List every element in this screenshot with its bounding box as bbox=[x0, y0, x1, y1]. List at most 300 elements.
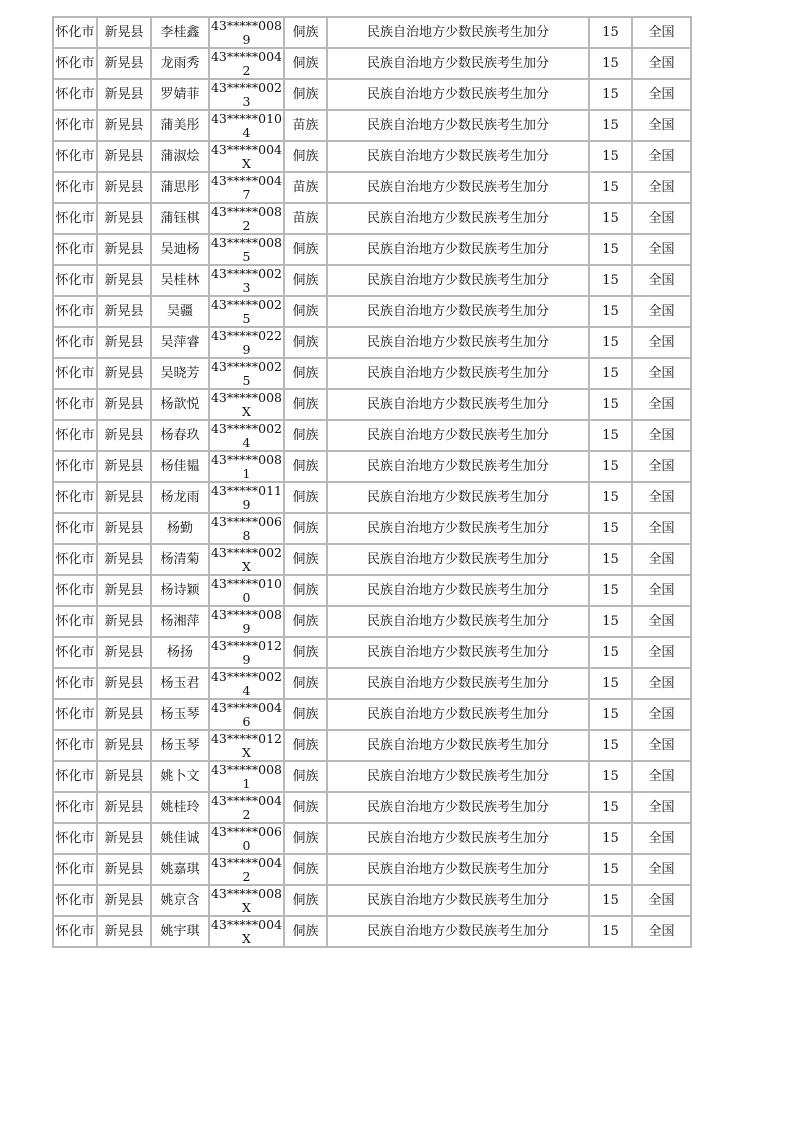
scope-text: 全国 bbox=[648, 56, 675, 71]
bonus-item-text: 民族自治地方少数民族考生加分 bbox=[366, 676, 549, 691]
id-prefix: 43*****002 bbox=[210, 544, 282, 560]
ethnicity-cell bbox=[284, 637, 327, 668]
table-body bbox=[53, 17, 691, 947]
city-text: 怀化市 bbox=[55, 892, 95, 908]
name-cell bbox=[151, 203, 209, 234]
id-prefix: 43*****010 bbox=[210, 110, 282, 126]
county-text: 新晃县 bbox=[104, 676, 144, 691]
name-cell bbox=[151, 296, 209, 327]
id-suffix: 9 bbox=[242, 651, 251, 667]
scope-cell bbox=[632, 761, 691, 792]
scope-text: 全国 bbox=[648, 149, 675, 164]
id-cell bbox=[209, 296, 284, 327]
id-suffix: 5 bbox=[242, 372, 251, 388]
name-text: 李桂鑫 bbox=[160, 25, 200, 40]
county-text: 新晃县 bbox=[104, 645, 144, 660]
scope-cell bbox=[632, 823, 691, 854]
name-cell bbox=[151, 699, 209, 730]
name-text: 吴萍睿 bbox=[160, 335, 200, 350]
id-cell bbox=[209, 544, 284, 575]
city-text: 怀化市 bbox=[55, 644, 95, 660]
points-cell bbox=[589, 172, 632, 203]
points-cell bbox=[589, 482, 632, 513]
id-cell bbox=[209, 110, 284, 141]
bonus-item-text: 民族自治地方少数民族考生加分 bbox=[366, 552, 549, 567]
county-cell bbox=[97, 296, 151, 327]
bonus-item-cell bbox=[327, 668, 589, 699]
bonus-item-cell bbox=[327, 389, 589, 420]
county-cell bbox=[97, 17, 151, 48]
id-prefix: 43*****004 bbox=[210, 792, 282, 808]
city-cell bbox=[53, 854, 97, 885]
id-cell bbox=[209, 885, 284, 916]
county-cell bbox=[97, 792, 151, 823]
name-text: 杨诗颖 bbox=[160, 583, 200, 598]
name-text: 蒲美彤 bbox=[160, 118, 200, 133]
name-cell bbox=[151, 48, 209, 79]
points-text: 15 bbox=[602, 87, 619, 102]
points-cell bbox=[589, 265, 632, 296]
points-text: 15 bbox=[602, 831, 619, 846]
scope-cell bbox=[632, 854, 691, 885]
id-cell bbox=[209, 451, 284, 482]
scope-text: 全国 bbox=[648, 769, 675, 784]
ethnicity-text: 侗族 bbox=[292, 521, 319, 536]
points-text: 15 bbox=[602, 738, 619, 753]
id-cell bbox=[209, 203, 284, 234]
city-text: 怀化市 bbox=[55, 55, 95, 71]
points-cell bbox=[589, 110, 632, 141]
bonus-item-cell bbox=[327, 792, 589, 823]
name-cell bbox=[151, 575, 209, 606]
city-cell bbox=[53, 265, 97, 296]
table-row bbox=[53, 916, 691, 947]
name-cell bbox=[151, 885, 209, 916]
id-cell bbox=[209, 637, 284, 668]
city-text: 怀化市 bbox=[55, 86, 95, 102]
city-cell bbox=[53, 823, 97, 854]
id-suffix: 9 bbox=[242, 31, 251, 47]
id-suffix: 7 bbox=[242, 186, 251, 202]
bonus-item-cell bbox=[327, 885, 589, 916]
bonus-item-cell bbox=[327, 296, 589, 327]
scope-cell bbox=[632, 575, 691, 606]
name-cell bbox=[151, 110, 209, 141]
points-cell bbox=[589, 141, 632, 172]
table-row bbox=[53, 110, 691, 141]
bonus-item-cell bbox=[327, 761, 589, 792]
id-suffix: 2 bbox=[242, 62, 251, 78]
name-text: 杨玉君 bbox=[160, 676, 200, 691]
id-prefix: 43*****010 bbox=[210, 575, 282, 591]
bonus-item-cell bbox=[327, 172, 589, 203]
name-cell bbox=[151, 358, 209, 389]
scope-text: 全国 bbox=[648, 490, 675, 505]
ethnicity-cell bbox=[284, 575, 327, 606]
bonus-item-text: 民族自治地方少数民族考生加分 bbox=[366, 769, 549, 784]
bonus-points-table bbox=[52, 16, 692, 948]
ethnicity-text: 侗族 bbox=[292, 459, 319, 474]
ethnicity-text: 侗族 bbox=[292, 56, 319, 71]
bonus-item-cell bbox=[327, 420, 589, 451]
county-text: 新晃县 bbox=[104, 552, 144, 567]
points-cell bbox=[589, 358, 632, 389]
ethnicity-text: 侗族 bbox=[292, 707, 319, 722]
ethnicity-text: 侗族 bbox=[292, 862, 319, 877]
id-cell bbox=[209, 172, 284, 203]
id-prefix: 43*****008 bbox=[210, 389, 282, 405]
points-cell bbox=[589, 203, 632, 234]
ethnicity-cell bbox=[284, 885, 327, 916]
scope-text: 全国 bbox=[648, 707, 675, 722]
table-row bbox=[53, 513, 691, 544]
city-text: 怀化市 bbox=[55, 241, 95, 257]
points-text: 15 bbox=[602, 25, 619, 40]
table-row bbox=[53, 637, 691, 668]
scope-text: 全国 bbox=[648, 87, 675, 102]
id-prefix: 43*****004 bbox=[210, 916, 282, 932]
ethnicity-cell bbox=[284, 730, 327, 761]
city-cell bbox=[53, 48, 97, 79]
name-cell bbox=[151, 730, 209, 761]
ethnicity-text: 侗族 bbox=[292, 149, 319, 164]
ethnicity-cell bbox=[284, 761, 327, 792]
ethnicity-text: 侗族 bbox=[292, 242, 319, 257]
name-text: 姚佳诚 bbox=[160, 831, 200, 846]
table-row bbox=[53, 823, 691, 854]
county-cell bbox=[97, 823, 151, 854]
id-prefix: 43*****008 bbox=[210, 451, 282, 467]
name-text: 吴晓芳 bbox=[160, 366, 200, 381]
county-cell bbox=[97, 513, 151, 544]
ethnicity-cell bbox=[284, 544, 327, 575]
id-suffix: 6 bbox=[242, 713, 251, 729]
scope-cell bbox=[632, 637, 691, 668]
table-row bbox=[53, 141, 691, 172]
city-text: 怀化市 bbox=[55, 458, 95, 474]
bonus-item-cell bbox=[327, 513, 589, 544]
county-text: 新晃县 bbox=[104, 242, 144, 257]
scope-cell bbox=[632, 141, 691, 172]
county-text: 新晃县 bbox=[104, 25, 144, 40]
scope-text: 全国 bbox=[648, 614, 675, 629]
bonus-item-text: 民族自治地方少数民族考生加分 bbox=[366, 614, 549, 629]
name-text: 姚卜文 bbox=[160, 769, 200, 784]
county-text: 新晃县 bbox=[104, 304, 144, 319]
county-cell bbox=[97, 234, 151, 265]
name-text: 杨湘萍 bbox=[160, 614, 200, 629]
ethnicity-cell bbox=[284, 916, 327, 947]
name-text: 姚桂玲 bbox=[160, 800, 200, 815]
county-text: 新晃县 bbox=[104, 459, 144, 474]
id-suffix: 5 bbox=[242, 310, 251, 326]
points-text: 15 bbox=[602, 800, 619, 815]
table-row bbox=[53, 203, 691, 234]
county-cell bbox=[97, 79, 151, 110]
ethnicity-text: 侗族 bbox=[292, 428, 319, 443]
id-cell bbox=[209, 79, 284, 110]
scope-text: 全国 bbox=[648, 397, 675, 412]
city-text: 怀化市 bbox=[55, 675, 95, 691]
ethnicity-cell bbox=[284, 668, 327, 699]
id-suffix: 0 bbox=[242, 589, 251, 605]
points-cell bbox=[589, 389, 632, 420]
bonus-item-text: 民族自治地方少数民族考生加分 bbox=[366, 25, 549, 40]
points-text: 15 bbox=[602, 893, 619, 908]
scope-text: 全国 bbox=[648, 583, 675, 598]
county-text: 新晃县 bbox=[104, 924, 144, 939]
bonus-item-cell bbox=[327, 730, 589, 761]
ethnicity-cell bbox=[284, 389, 327, 420]
bonus-item-cell bbox=[327, 637, 589, 668]
name-text: 杨清菊 bbox=[160, 552, 200, 567]
scope-text: 全国 bbox=[648, 552, 675, 567]
city-text: 怀化市 bbox=[55, 923, 95, 939]
points-text: 15 bbox=[602, 521, 619, 536]
points-text: 15 bbox=[602, 242, 619, 257]
table-row bbox=[53, 48, 691, 79]
county-cell bbox=[97, 389, 151, 420]
name-cell bbox=[151, 327, 209, 358]
points-text: 15 bbox=[602, 490, 619, 505]
city-cell bbox=[53, 234, 97, 265]
name-text: 姚京含 bbox=[160, 893, 200, 908]
city-cell bbox=[53, 668, 97, 699]
id-cell bbox=[209, 792, 284, 823]
id-suffix: 1 bbox=[242, 465, 251, 481]
points-text: 15 bbox=[602, 397, 619, 412]
scope-cell bbox=[632, 48, 691, 79]
name-cell bbox=[151, 668, 209, 699]
name-cell bbox=[151, 389, 209, 420]
points-cell bbox=[589, 761, 632, 792]
city-text: 怀化市 bbox=[55, 551, 95, 567]
city-text: 怀化市 bbox=[55, 396, 95, 412]
city-cell bbox=[53, 482, 97, 513]
city-cell bbox=[53, 389, 97, 420]
id-cell bbox=[209, 17, 284, 48]
id-prefix: 43*****012 bbox=[210, 730, 282, 746]
city-cell bbox=[53, 513, 97, 544]
points-cell bbox=[589, 575, 632, 606]
points-cell bbox=[589, 668, 632, 699]
id-cell bbox=[209, 234, 284, 265]
bonus-item-text: 民族自治地方少数民族考生加分 bbox=[366, 862, 549, 877]
table-row bbox=[53, 482, 691, 513]
scope-text: 全国 bbox=[648, 862, 675, 877]
table-row bbox=[53, 730, 691, 761]
ethnicity-text: 侗族 bbox=[292, 25, 319, 40]
scope-text: 全国 bbox=[648, 645, 675, 660]
scope-cell bbox=[632, 296, 691, 327]
city-cell bbox=[53, 172, 97, 203]
ethnicity-cell bbox=[284, 823, 327, 854]
scope-text: 全国 bbox=[648, 118, 675, 133]
city-cell bbox=[53, 606, 97, 637]
ethnicity-cell bbox=[284, 172, 327, 203]
points-cell bbox=[589, 854, 632, 885]
city-cell bbox=[53, 327, 97, 358]
id-prefix: 43*****006 bbox=[210, 823, 282, 839]
ethnicity-text: 侗族 bbox=[292, 273, 319, 288]
city-text: 怀化市 bbox=[55, 24, 95, 40]
county-cell bbox=[97, 761, 151, 792]
table-row bbox=[53, 79, 691, 110]
id-suffix: X bbox=[242, 744, 251, 760]
county-cell bbox=[97, 916, 151, 947]
county-text: 新晃县 bbox=[104, 56, 144, 71]
table-row bbox=[53, 575, 691, 606]
id-cell bbox=[209, 265, 284, 296]
name-cell bbox=[151, 823, 209, 854]
id-cell bbox=[209, 420, 284, 451]
city-cell bbox=[53, 420, 97, 451]
id-suffix: X bbox=[242, 899, 251, 915]
scope-cell bbox=[632, 482, 691, 513]
ethnicity-cell bbox=[284, 141, 327, 172]
id-prefix: 43*****004 bbox=[210, 699, 282, 715]
bonus-item-text: 民族自治地方少数民族考生加分 bbox=[366, 924, 549, 939]
county-cell bbox=[97, 854, 151, 885]
name-text: 蒲钰棋 bbox=[160, 211, 200, 226]
table-row bbox=[53, 451, 691, 482]
name-text: 杨春玖 bbox=[160, 428, 200, 443]
id-cell bbox=[209, 761, 284, 792]
id-prefix: 43*****008 bbox=[210, 203, 282, 219]
id-prefix: 43*****002 bbox=[210, 668, 282, 684]
county-cell bbox=[97, 637, 151, 668]
city-cell bbox=[53, 699, 97, 730]
name-text: 姚宇琪 bbox=[160, 924, 200, 939]
scope-text: 全国 bbox=[648, 459, 675, 474]
points-cell bbox=[589, 513, 632, 544]
name-text: 杨歆悦 bbox=[160, 397, 200, 412]
id-prefix: 43*****002 bbox=[210, 265, 282, 281]
name-cell bbox=[151, 513, 209, 544]
county-cell bbox=[97, 203, 151, 234]
points-cell bbox=[589, 234, 632, 265]
scope-text: 全国 bbox=[648, 738, 675, 753]
table-row bbox=[53, 234, 691, 265]
id-prefix: 43*****008 bbox=[210, 606, 282, 622]
points-text: 15 bbox=[602, 304, 619, 319]
county-text: 新晃县 bbox=[104, 149, 144, 164]
county-text: 新晃县 bbox=[104, 273, 144, 288]
city-cell bbox=[53, 141, 97, 172]
ethnicity-text: 侗族 bbox=[292, 676, 319, 691]
ethnicity-cell bbox=[284, 327, 327, 358]
city-cell bbox=[53, 575, 97, 606]
scope-cell bbox=[632, 79, 691, 110]
ethnicity-text: 苗族 bbox=[292, 211, 319, 226]
city-cell bbox=[53, 110, 97, 141]
county-cell bbox=[97, 544, 151, 575]
id-suffix: 3 bbox=[242, 279, 251, 295]
points-text: 15 bbox=[602, 614, 619, 629]
scope-cell bbox=[632, 668, 691, 699]
county-cell bbox=[97, 575, 151, 606]
county-text: 新晃县 bbox=[104, 87, 144, 102]
city-cell bbox=[53, 451, 97, 482]
points-text: 15 bbox=[602, 180, 619, 195]
id-prefix: 43*****022 bbox=[210, 327, 282, 343]
id-prefix: 43*****006 bbox=[210, 513, 282, 529]
city-cell bbox=[53, 730, 97, 761]
ethnicity-text: 侗族 bbox=[292, 397, 319, 412]
points-cell bbox=[589, 544, 632, 575]
city-text: 怀化市 bbox=[55, 365, 95, 381]
id-cell bbox=[209, 575, 284, 606]
county-cell bbox=[97, 730, 151, 761]
bonus-item-cell bbox=[327, 141, 589, 172]
id-suffix: 0 bbox=[242, 837, 251, 853]
points-text: 15 bbox=[602, 273, 619, 288]
points-text: 15 bbox=[602, 924, 619, 939]
county-cell bbox=[97, 48, 151, 79]
points-text: 15 bbox=[602, 769, 619, 784]
id-suffix: 2 bbox=[242, 217, 251, 233]
scope-text: 全国 bbox=[648, 893, 675, 908]
ethnicity-text: 侗族 bbox=[292, 335, 319, 350]
scope-cell bbox=[632, 265, 691, 296]
county-cell bbox=[97, 885, 151, 916]
bonus-item-text: 民族自治地方少数民族考生加分 bbox=[366, 645, 549, 660]
bonus-item-cell bbox=[327, 482, 589, 513]
id-suffix: 4 bbox=[242, 434, 251, 450]
name-cell bbox=[151, 420, 209, 451]
points-text: 15 bbox=[602, 118, 619, 133]
city-text: 怀化市 bbox=[55, 861, 95, 877]
id-suffix: 9 bbox=[242, 341, 251, 357]
points-text: 15 bbox=[602, 645, 619, 660]
id-prefix: 43*****002 bbox=[210, 79, 282, 95]
county-cell bbox=[97, 451, 151, 482]
name-text: 蒲淑烩 bbox=[160, 149, 200, 164]
city-text: 怀化市 bbox=[55, 334, 95, 350]
id-prefix: 43*****004 bbox=[210, 48, 282, 64]
county-cell bbox=[97, 420, 151, 451]
id-prefix: 43*****004 bbox=[210, 854, 282, 870]
points-cell bbox=[589, 17, 632, 48]
scope-text: 全国 bbox=[648, 273, 675, 288]
ethnicity-text: 侗族 bbox=[292, 583, 319, 598]
bonus-item-cell bbox=[327, 358, 589, 389]
ethnicity-text: 侗族 bbox=[292, 366, 319, 381]
id-prefix: 43*****012 bbox=[210, 637, 282, 653]
id-cell bbox=[209, 141, 284, 172]
scope-cell bbox=[632, 203, 691, 234]
city-text: 怀化市 bbox=[55, 148, 95, 164]
bonus-item-text: 民族自治地方少数民族考生加分 bbox=[366, 800, 549, 815]
table-row bbox=[53, 606, 691, 637]
scope-text: 全国 bbox=[648, 366, 675, 381]
id-cell bbox=[209, 389, 284, 420]
county-text: 新晃县 bbox=[104, 521, 144, 536]
id-prefix: 43*****011 bbox=[210, 482, 282, 498]
name-cell bbox=[151, 916, 209, 947]
id-cell bbox=[209, 854, 284, 885]
name-text: 杨龙雨 bbox=[160, 490, 200, 505]
id-suffix: 3 bbox=[242, 93, 251, 109]
county-text: 新晃县 bbox=[104, 397, 144, 412]
scope-cell bbox=[632, 17, 691, 48]
county-text: 新晃县 bbox=[104, 118, 144, 133]
points-cell bbox=[589, 637, 632, 668]
name-cell bbox=[151, 761, 209, 792]
id-cell bbox=[209, 482, 284, 513]
city-text: 怀化市 bbox=[55, 613, 95, 629]
scope-cell bbox=[632, 358, 691, 389]
